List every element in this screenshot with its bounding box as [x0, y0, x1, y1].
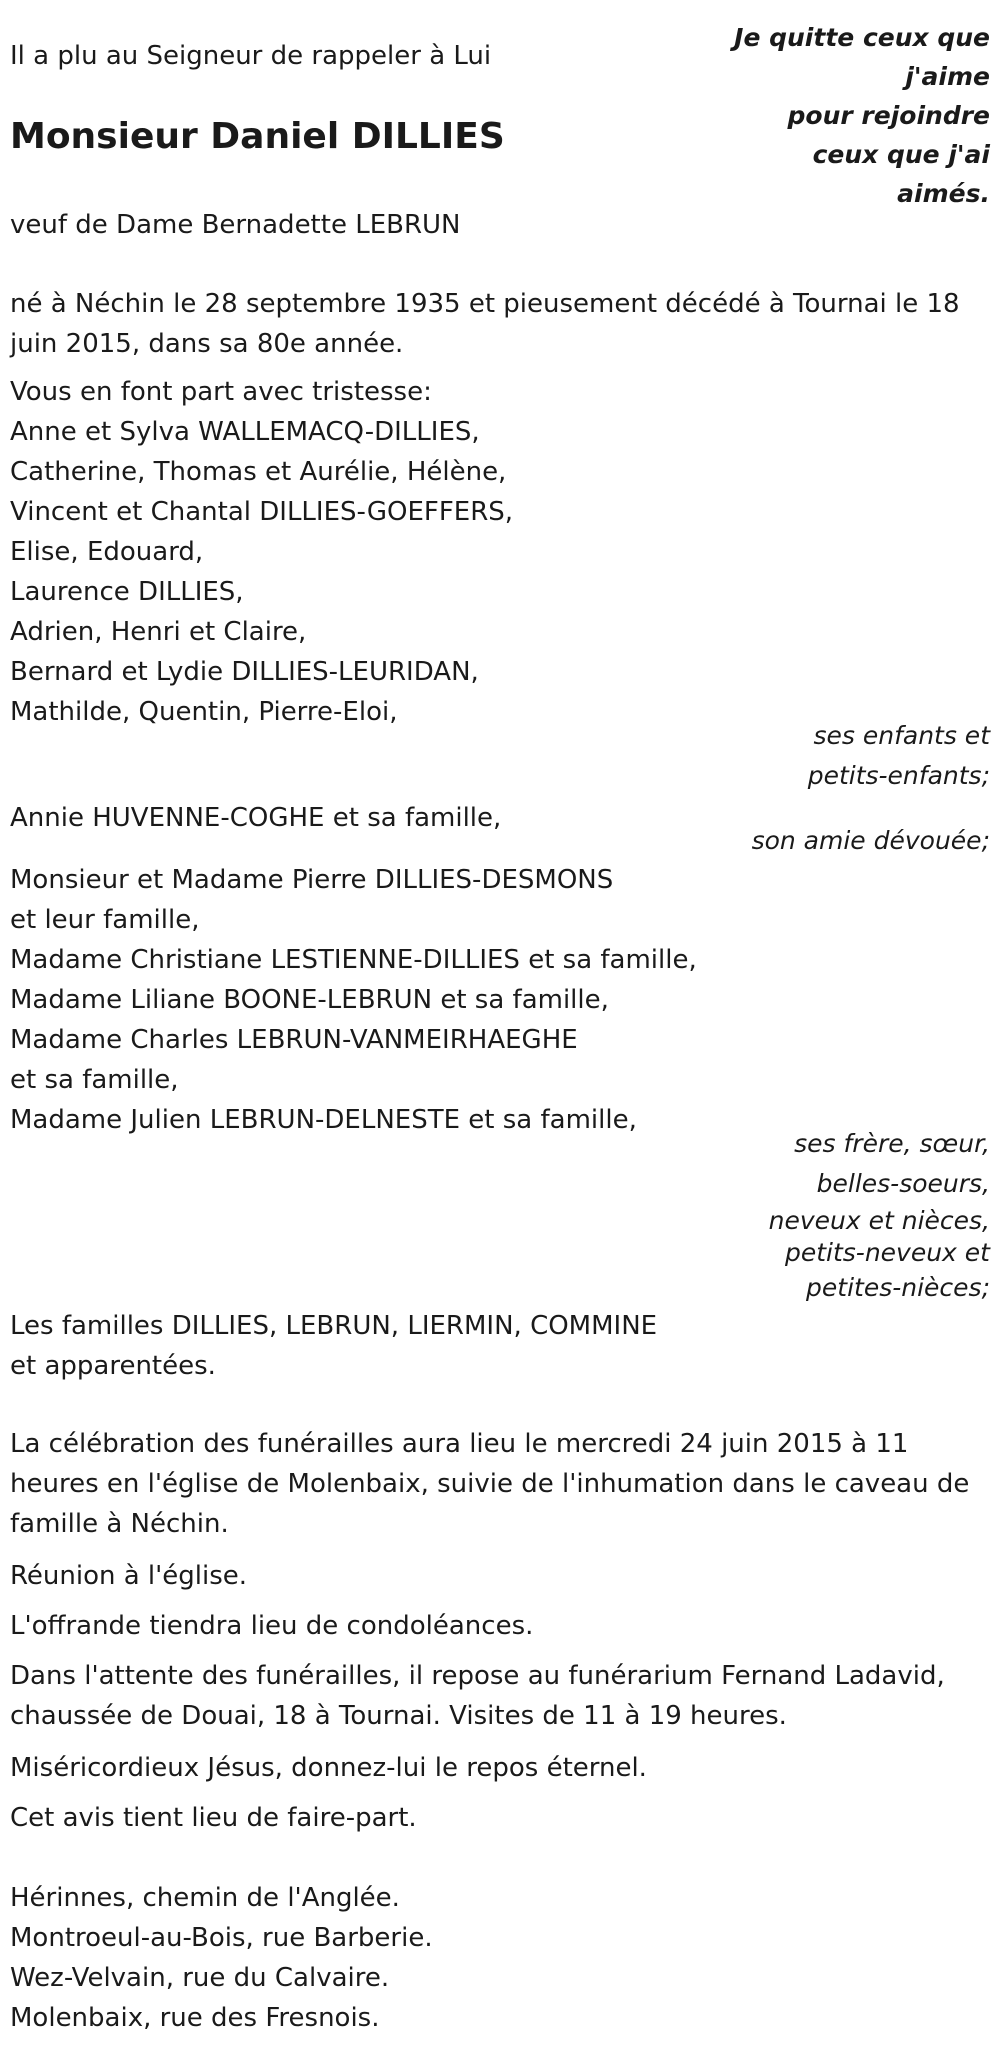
family-line: Elise, Edouard, — [10, 537, 204, 567]
family-line: Bernard et Lydie DILLIES-LEURIDAN, — [10, 657, 479, 687]
role-children — [808, 716, 990, 796]
family-group-friend — [10, 798, 501, 838]
family-line: Catherine, Thomas et Aurélie, Hélène, — [10, 457, 507, 487]
funeral-info: La célébration des funérailles aura lieu le mercredi 24 juin 2015 à 11 heures en l'église de Molenbaix, suivie de l'inhumation dans le caveau de famille à Néchin. — [10, 1429, 970, 1539]
family-line: Madame Christiane LESTIENNE-DILLIES et sa famille, — [10, 945, 697, 975]
prayer: Miséricordieux Jésus, donnez-lui le repos éternel. — [10, 1753, 647, 1783]
role-line: belles-soeurs, — [816, 1169, 990, 1198]
family-line: et leur famille, — [10, 905, 200, 935]
quote-line: pour rejoindre — [787, 101, 990, 130]
family-group-families — [10, 1306, 657, 1386]
quote-line: Je quitte ceux que — [734, 23, 990, 52]
birth-death-info: né à Néchin le 28 septembre 1935 et pieusement décédé à Tournai le 18 juin 2015, dans sa 80e année. — [10, 289, 960, 359]
addresses — [10, 1878, 433, 2038]
address-line: Wez-Velvain, rue du Calvaire. — [10, 1963, 390, 1993]
role-line: petites-nièces; — [806, 1273, 990, 1302]
role-line: neveux et nièces, — [768, 1206, 990, 1235]
quote-line: aimés. — [897, 179, 990, 208]
role-line: petits-neveux et — [784, 1238, 990, 1267]
role-line: ses frère, sœur, — [794, 1129, 990, 1158]
widow-of: veuf de Dame Bernadette LEBRUN — [10, 210, 461, 240]
family-group-siblings — [10, 860, 697, 1140]
family-line: Vincent et Chantal DILLIES-GOEFFERS, — [10, 497, 514, 527]
family-line: et sa famille, — [10, 1065, 179, 1095]
role-siblings — [769, 1124, 990, 1308]
family-line: Monsieur et Madame Pierre DILLIES-DESMONS — [10, 865, 614, 895]
deceased-name: Monsieur Daniel DILLIES — [10, 116, 505, 157]
meeting-info: Réunion à l'église. — [10, 1561, 248, 1591]
address-line: Molenbaix, rue des Fresnois. — [10, 2003, 380, 2033]
family-line: Madame Charles LEBRUN-VANMEIRHAEGHE — [10, 1025, 578, 1055]
quote-line: ceux que j'ai — [812, 140, 990, 169]
family-line: Les familles DILLIES, LEBRUN, LIERMIN, COMMINE — [10, 1311, 658, 1341]
address-line: Hérinnes, chemin de l'Anglée. — [10, 1883, 400, 1913]
quote-line: j'aime — [905, 62, 990, 91]
role-friend — [752, 821, 990, 861]
epigraph-quote — [690, 18, 990, 213]
notice: Cet avis tient lieu de faire-part. — [10, 1803, 417, 1833]
role-line: petits-enfants; — [807, 761, 990, 790]
family-line: Madame Julien LEBRUN-DELNESTE et sa famille, — [10, 1105, 637, 1135]
role-line: son amie dévouée; — [751, 826, 990, 855]
family-line: Mathilde, Quentin, Pierre-Eloi, — [10, 697, 398, 727]
address-line: Montroeul-au-Bois, rue Barberie. — [10, 1923, 433, 1953]
family-line: et apparentées. — [10, 1351, 216, 1381]
family-line: Laurence DILLIES, — [10, 577, 244, 607]
family-line: Anne et Sylva WALLEMACQ-DILLIES, — [10, 417, 480, 447]
family-line: Annie HUVENNE-COGHE et sa famille, — [10, 803, 502, 833]
announce-intro: Vous en font part avec tristesse: — [10, 377, 432, 407]
family-line: Adrien, Henri et Claire, — [10, 617, 307, 647]
family-line: Madame Liliane BOONE-LEBRUN et sa famille, — [10, 985, 609, 1015]
family-group-children — [10, 412, 513, 732]
resting-place-info: Dans l'attente des funérailles, il repose au funérarium Fernand Ladavid, chaussée de Douai, 18 à Tournai. Visites de 11 à 19 heures. — [10, 1661, 945, 1731]
intro-text: Il a plu au Seigneur de rappeler à Lui — [10, 41, 492, 71]
role-line: ses enfants et — [813, 721, 990, 750]
offering-info: L'offrande tiendra lieu de condoléances. — [10, 1611, 534, 1641]
